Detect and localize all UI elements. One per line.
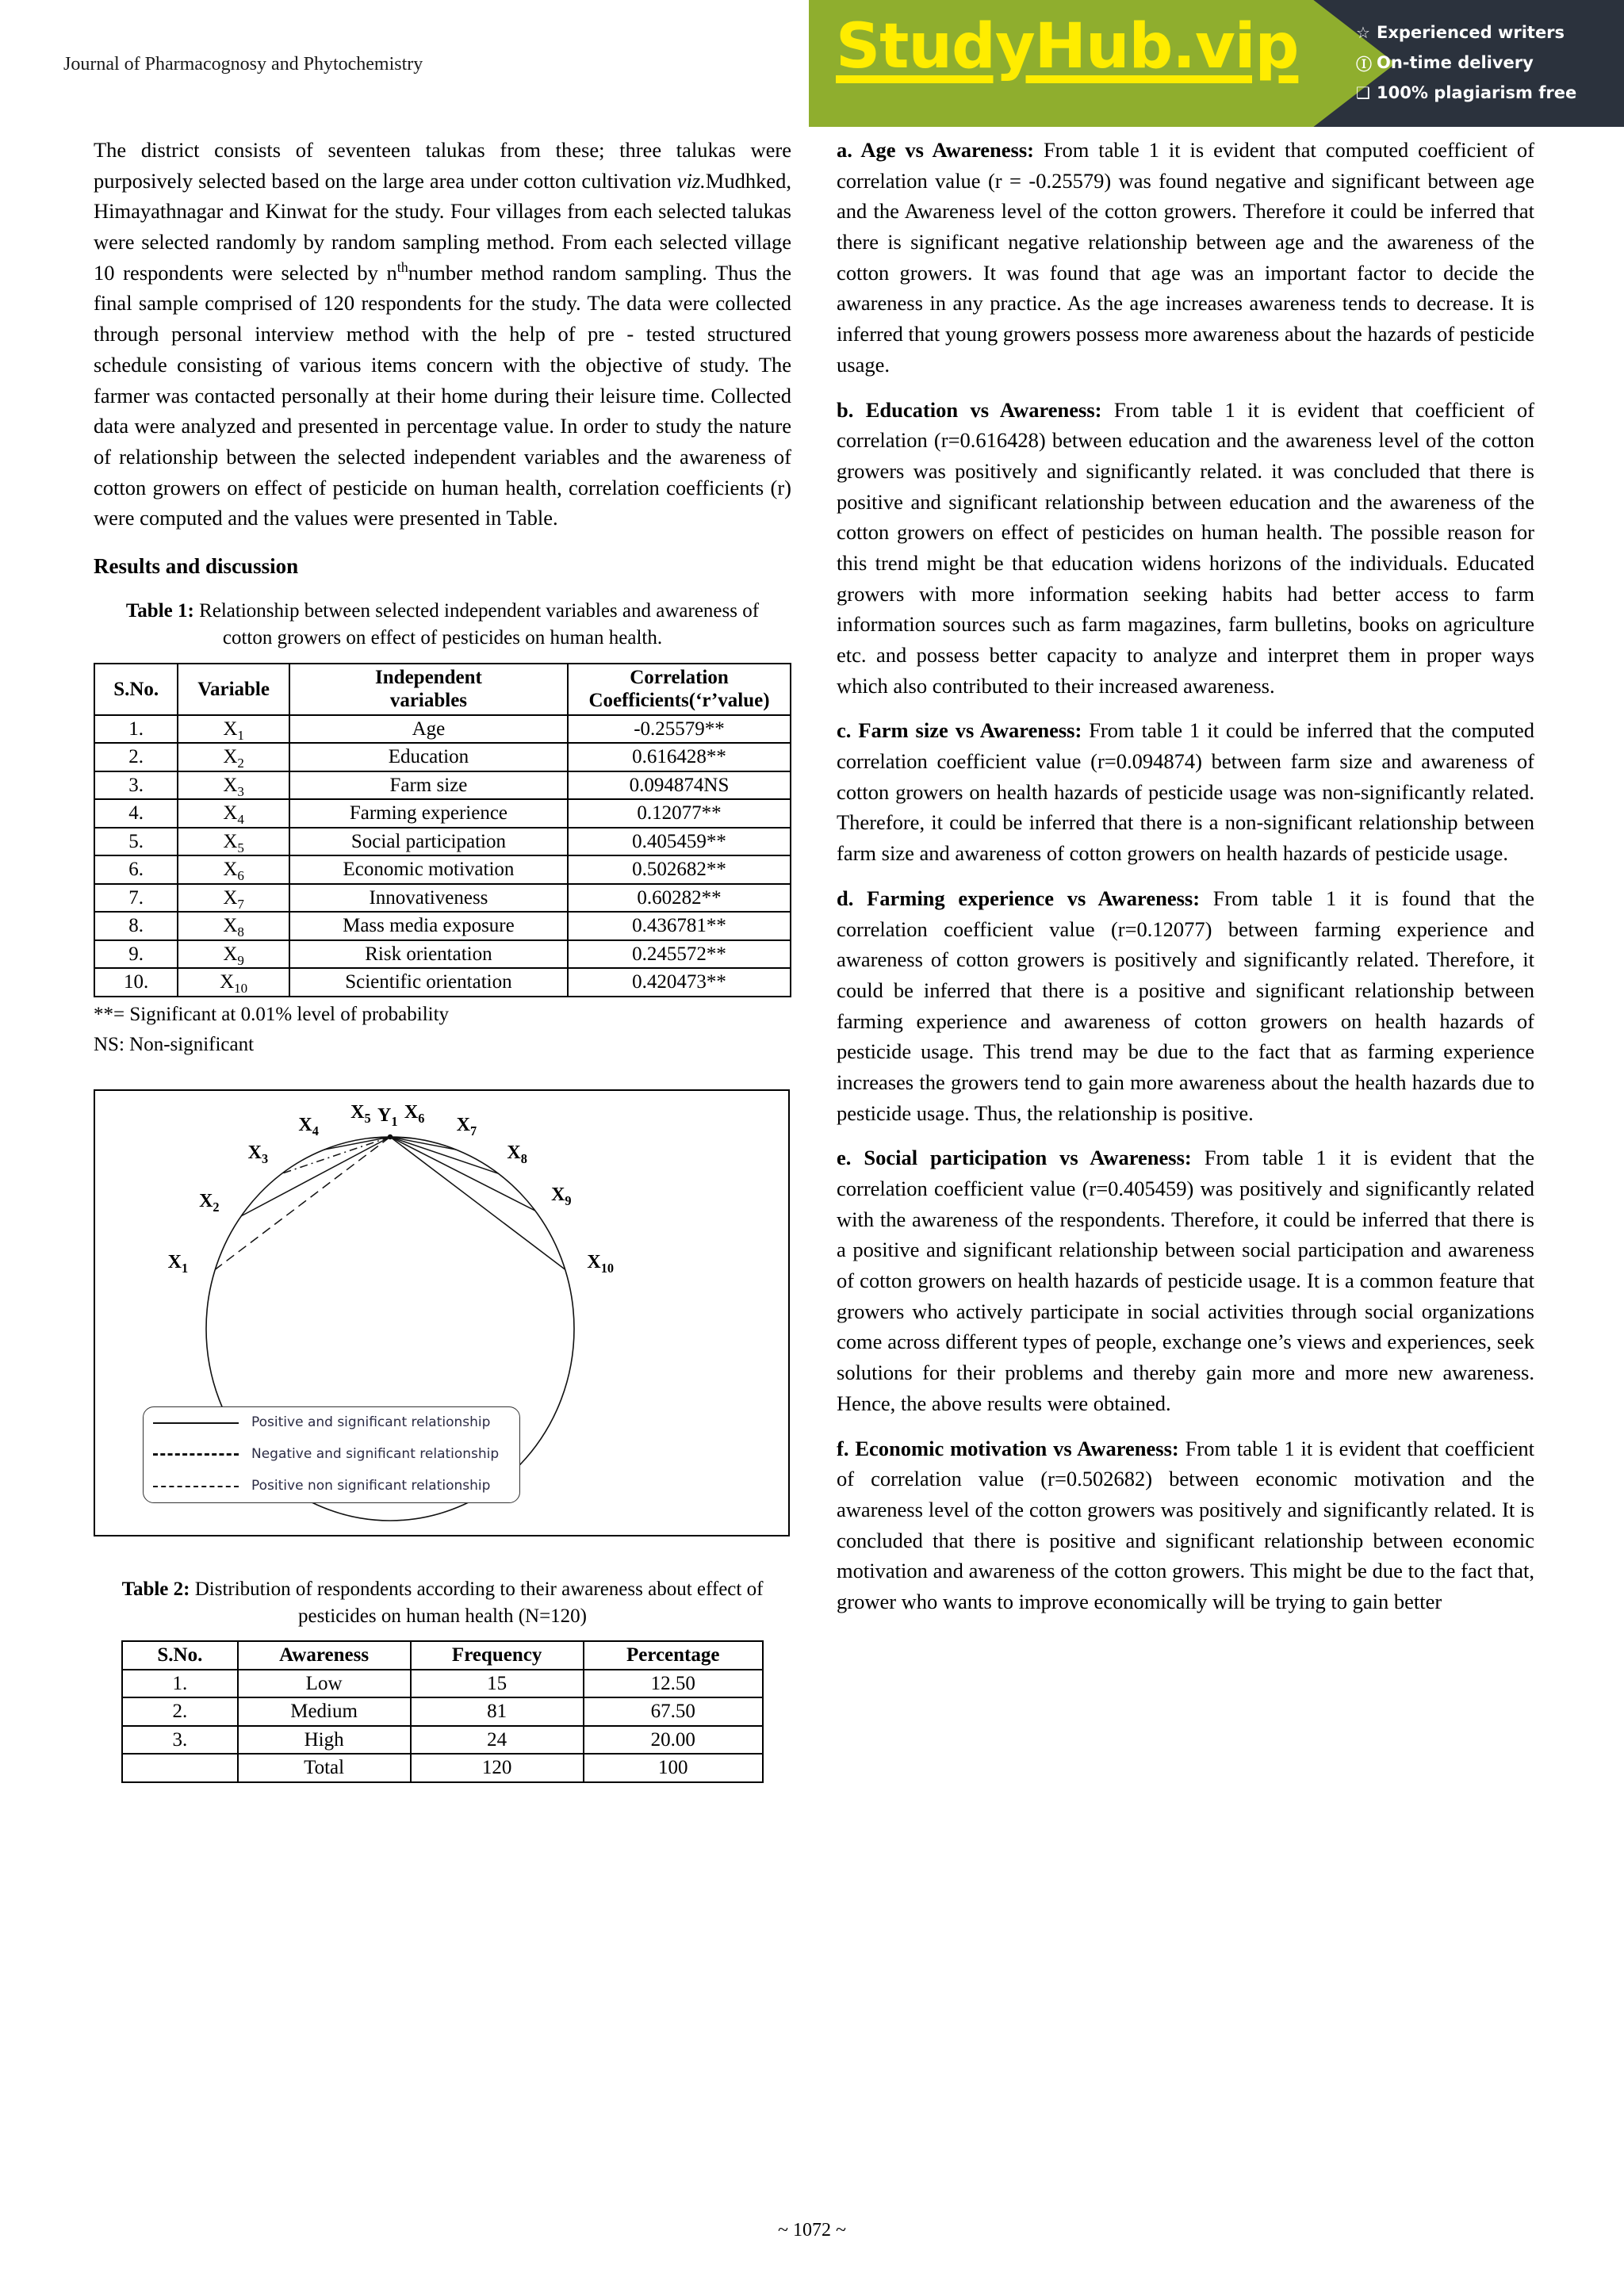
discussion-lead: a. Age vs Awareness: xyxy=(837,138,1035,162)
table-row xyxy=(94,771,791,800)
discussion-lead: f. Economic motivation vs Awareness: xyxy=(837,1436,1179,1460)
legend-key-solid-line-icon xyxy=(153,1422,239,1424)
banner-bullet-list xyxy=(1356,17,1618,108)
table2-col-percentage: Percentage xyxy=(584,1641,763,1670)
table1-cell-r: 0.094874NS xyxy=(568,771,791,800)
discussion-body: From table 1 it is evident that the correlation coefficient value (r=0.405459) was positively and significantly related with the awareness of the respondents. Therefore, it could be inferred that there is a positive and significant relationship between social participation and awareness of cotton growers on health hazards of pesticide usage. It is a common feature that growers who actively participate in social activities through social organizations come across different types of people, exchange one’s views and experiences, seek solutions for their problems and thereby gain more and more new awareness. Hence, the above results were obtained. xyxy=(837,1146,1534,1415)
star-icon: ☆ xyxy=(1356,23,1370,42)
table1-cell-variable: $X_{10}$ xyxy=(178,968,289,997)
legend-label: Positive non significant relationship xyxy=(251,1478,491,1494)
table-row xyxy=(122,1670,763,1698)
table1-note-nonsignificant: NS: Non-significant xyxy=(94,1033,255,1055)
table1-cell-sno: 4. xyxy=(94,799,178,828)
discussion-lead: b. Education vs Awareness: xyxy=(837,397,1102,422)
table1-cell-name: Farming experience xyxy=(289,799,568,828)
table1-col-sno: S.No. xyxy=(94,664,178,715)
left-text-column xyxy=(94,135,791,1783)
table1-cell-variable: $X_5$ xyxy=(178,828,289,856)
table-row xyxy=(94,884,791,913)
banner-bullet-item xyxy=(1356,17,1618,48)
diagram-connector-dashed xyxy=(215,1137,390,1269)
methods-text-part2: Mudhked, Himayathnagar and Kinwat for the study. Four villages from each selected talukas were selected randomly by random sampling method. From each selected village 10 respondents were selected by n xyxy=(94,168,791,285)
table2-cell-percentage: 67.50 xyxy=(584,1697,763,1726)
banner-logo[interactable]: StudyHub.vip xyxy=(836,11,1299,82)
page-number: ~ 1072 ~ xyxy=(778,2220,846,2241)
table1-cell-name: Mass media exposure xyxy=(289,912,568,940)
table1-cell-sno: 6. xyxy=(94,855,178,884)
table1-cell-name: Innovativeness xyxy=(289,884,568,913)
table2-caption-text: Distribution of respondents according to their awareness about effect of pesticides on human health (N=120) xyxy=(190,1578,764,1627)
table-row xyxy=(94,912,791,940)
table1-cell-sno: 3. xyxy=(94,771,178,800)
table1-cell-r: 0.245572** xyxy=(568,940,791,969)
table1-cell-variable: $X_2$ xyxy=(178,743,289,771)
table2-cell-frequency: 15 xyxy=(411,1670,584,1698)
table2-cell-percentage: 12.50 xyxy=(584,1670,763,1698)
discussion-lead: c. Farm size vs Awareness: xyxy=(837,718,1082,743)
table1-caption-text: Relationship between selected independent variables and awareness of cotton growers on effect of pesticides on human health. xyxy=(193,600,760,649)
table2-cell-awareness: Total xyxy=(238,1754,411,1782)
diagram-connector-solid xyxy=(324,1137,390,1150)
table1-cell-r: -0.25579** xyxy=(568,715,791,744)
table1-cell-variable: $X_7$ xyxy=(178,884,289,913)
relationship-diagram xyxy=(94,1089,790,1536)
table-row xyxy=(94,799,791,828)
table-row xyxy=(94,715,791,744)
diagram-node-label: $X_5$ xyxy=(350,1101,371,1126)
table2-caption-label: Table 2: xyxy=(121,1578,190,1600)
table1-cell-name: Risk orientation xyxy=(289,940,568,969)
methods-viz: viz. xyxy=(676,168,706,193)
table1-note-significant: **= Significant at 0.01% level of probability xyxy=(94,1003,450,1025)
diagram-node-label: $X_7$ xyxy=(456,1115,477,1138)
discussion-paragraph xyxy=(837,883,1534,1129)
table-row xyxy=(94,743,791,771)
discussion-lead: d. Farming experience vs Awareness: xyxy=(837,886,1201,910)
table2-cell-awareness: Medium xyxy=(238,1697,411,1726)
table2-cell-frequency: 81 xyxy=(411,1697,584,1726)
table2-cell-awareness: High xyxy=(238,1726,411,1755)
diagram-node-label: $X_9$ xyxy=(551,1184,572,1208)
banner-bullet-item xyxy=(1356,78,1618,108)
table1-cell-variable: $X_4$ xyxy=(178,799,289,828)
table1-cell-r: 0.616428** xyxy=(568,743,791,771)
table1-header-row xyxy=(94,664,791,715)
diagram-node-label: $X_{10}$ xyxy=(587,1251,615,1276)
table2-cell-frequency: 120 xyxy=(411,1754,584,1782)
legend-label: Positive and significant relationship xyxy=(251,1414,491,1431)
diagram-node-label: $X_4$ xyxy=(298,1115,319,1138)
diagram-connector-solid xyxy=(390,1137,565,1269)
table1-col3-line1: Independent xyxy=(375,666,482,688)
banner-bullet-label: On-time delivery xyxy=(1377,53,1534,72)
table1-cell-sno: 8. xyxy=(94,912,178,940)
legend-label: Negative and significant relationship xyxy=(251,1446,500,1463)
discussion-body: From table 1 it is evident that coefficient of correlation value (r=0.502682) between economic motivation and the awareness level of the cotton growers was positively and significantly related. It is concluded that there is positive and significant relationship between economic motivation and awareness of the cotton growers. This might be due to the fact that, grower who wants to improve economically will be trying to gain better xyxy=(837,1436,1534,1613)
table1-cell-sno: 2. xyxy=(94,743,178,771)
banner-bullet-label: Experienced writers xyxy=(1377,23,1565,42)
table2-cell-awareness: Low xyxy=(238,1670,411,1698)
table1-cell-sno: 5. xyxy=(94,828,178,856)
table1-caption xyxy=(94,598,791,652)
discussion-body: From table 1 it is evident that coefficient of correlation (r=0.616428) between education and the awareness level of the cotton growers was positively and significantly related. it was concluded that there is positive and significant relationship between education and the awareness of the cotton growers on effect of pesticides on human health. The possible reason for this trend might be that education widens horizons of the individuals. Educated growers with more information seeking habits had better access to farm information sources such as farm magazines, farm bulletins, books on agriculture etc. and possess better capacity to analyze and interpret them in proper ways which also contributed to their increased awareness. xyxy=(837,397,1534,698)
table1-cell-sno: 1. xyxy=(94,715,178,744)
table1-cell-variable: $X_6$ xyxy=(178,855,289,884)
discussion-paragraph xyxy=(837,135,1534,381)
table1-cell-r: 0.405459** xyxy=(568,828,791,856)
table-row xyxy=(122,1726,763,1755)
table1-cell-name: Scientific orientation xyxy=(289,968,568,997)
table1-col-correlation xyxy=(568,664,791,715)
table2-col-frequency: Frequency xyxy=(411,1641,584,1670)
diagram-center-label: $Y_1$ xyxy=(377,1104,398,1129)
document-check-icon: ❑ xyxy=(1356,83,1370,102)
table1-cell-variable: $X_8$ xyxy=(178,912,289,940)
table-row xyxy=(94,940,791,969)
page-footer xyxy=(0,2220,1624,2241)
table2-cell-percentage: 100 xyxy=(584,1754,763,1782)
table1-caption-label: Table 1: xyxy=(125,600,194,622)
methods-paragraph xyxy=(94,135,791,534)
legend-row xyxy=(144,1471,519,1502)
table1-cell-name: Age xyxy=(289,715,568,744)
journal-title: Journal of Pharmacognosy and Phytochemistry xyxy=(63,54,423,75)
table1-cell-r: 0.12077** xyxy=(568,799,791,828)
legend-key-dashdot-line-icon xyxy=(153,1486,239,1487)
table1-cell-name: Education xyxy=(289,743,568,771)
table2-cell-sno: 1. xyxy=(122,1670,237,1698)
table2-header-row xyxy=(122,1641,763,1670)
clock-icon: Ⓘ xyxy=(1356,54,1372,74)
diagram-legend xyxy=(143,1406,520,1503)
table1-cell-sno: 10. xyxy=(94,968,178,997)
table1-cell-r: 0.60282** xyxy=(568,884,791,913)
diagram-node-label: $X_3$ xyxy=(247,1142,269,1166)
table2-cell-sno: 2. xyxy=(122,1697,237,1726)
table1-cell-variable: $X_1$ xyxy=(178,715,289,744)
table-row xyxy=(122,1697,763,1726)
table1-cell-sno: 7. xyxy=(94,884,178,913)
discussion-paragraph xyxy=(837,1142,1534,1418)
table1-col-independent-variables xyxy=(289,664,568,715)
table1-cell-name: Social participation xyxy=(289,828,568,856)
diagram-node-label: $X_8$ xyxy=(507,1142,527,1166)
diagram-node-label: $X_6$ xyxy=(404,1101,425,1126)
table1-col3-line2: variables xyxy=(389,690,468,712)
diagram-connector-dashdot xyxy=(282,1137,390,1173)
table2 xyxy=(121,1640,764,1783)
table1-cell-name: Farm size xyxy=(289,771,568,800)
discussion-body: From table 1 it is evident that computed coefficient of correlation value (r = -0.25579) was found negative and significant between age and the Awareness level of the cotton growers. Therefore it could be inferred that there is significant negative relationship between age and the awareness of the cotton growers. It was found that age was an important factor to decide the awareness in any practice. As the age increases awareness tends to decrease. It is inferred that young growers possess more awareness about the hazards of pesticide usage. xyxy=(837,138,1534,377)
table-row xyxy=(94,855,791,884)
table-row xyxy=(94,968,791,997)
studyhub-ad-banner[interactable] xyxy=(809,0,1624,127)
diagram-node-label: $X_1$ xyxy=(167,1251,189,1276)
right-text-column xyxy=(837,135,1534,1632)
table2-caption xyxy=(94,1576,791,1630)
diagram-connector-solid xyxy=(390,1137,498,1173)
discussion-paragraph xyxy=(837,395,1534,702)
table1-cell-variable: $X_9$ xyxy=(178,940,289,969)
table-row xyxy=(94,828,791,856)
results-section-heading: Results and discussion xyxy=(94,553,299,578)
table1-cell-name: Economic motivation xyxy=(289,855,568,884)
table1-col4-line2: Coefficients(‘r’value) xyxy=(588,690,770,712)
methods-superscript-th: th xyxy=(396,258,408,275)
discussion-paragraph xyxy=(837,715,1534,868)
methods-text-part3: number method random sampling. Thus the final sample comprised of 120 respondents for the study. The data were collected through personal interview method with the help of pre - tested structured schedule consisting of various items concern with the objective of study. The farmer was contacted personally at their home during their leisure time. Collected data were analyzed and presented in percentage value. In order to study the nature of relationship between the selected independent variables and the awareness of cotton growers on effect of pesticide on human health, correlation coefficients (r) were computed and the values were presented in Table. xyxy=(94,260,791,530)
table1-cell-sno: 9. xyxy=(94,940,178,969)
table-row xyxy=(122,1754,763,1782)
legend-row xyxy=(144,1439,519,1471)
table1-cell-r: 0.436781** xyxy=(568,912,791,940)
table1-cell-r: 0.420473** xyxy=(568,968,791,997)
discussion-lead: e. Social participation vs Awareness: xyxy=(837,1146,1192,1170)
discussion-body: From table 1 it is found that the correlation coefficient value (r=0.12077) between farming experience and awareness of cotton growers is positively and significantly related. Therefore, it could be inferred that there is a positive and significant relationship between farming experience and awareness of cotton growers on health hazards of pesticide usage. This trend may be due to the fact that as farming experience increases the growers tend to gain more awareness about the health hazards due to pesticide usage. Thus, the relationship is positive. xyxy=(837,886,1534,1125)
legend-row xyxy=(144,1407,519,1439)
table2-cell-frequency: 24 xyxy=(411,1726,584,1755)
table1-cell-r: 0.502682** xyxy=(568,855,791,884)
legend-key-dashed-line-icon xyxy=(153,1453,239,1456)
table1-cell-variable: $X_3$ xyxy=(178,771,289,800)
banner-bullet-label: 100% plagiarism free xyxy=(1377,83,1577,102)
table2-col-sno: S.No. xyxy=(122,1641,237,1670)
table2-cell-percentage: 20.00 xyxy=(584,1726,763,1755)
banner-bullet-item xyxy=(1356,48,1618,78)
discussion-body: From table 1 it could be inferred that the computed correlation coefficient value (r=0.094874) between farm size and awareness of cotton growers on health hazards of pesticide usage was non-significantly related. Therefore, it could be inferred that there is a non-significant relationship between farm size and awareness of cotton growers on health hazards of pesticide usage. xyxy=(837,718,1534,866)
discussion-paragraph xyxy=(837,1433,1534,1617)
table2-cell-sno xyxy=(122,1754,237,1782)
diagram-node-label: $X_2$ xyxy=(199,1190,220,1215)
table1-col4-line1: Correlation xyxy=(630,666,729,688)
table2-cell-sno: 3. xyxy=(122,1726,237,1755)
table1 xyxy=(94,663,791,997)
table2-col-awareness: Awareness xyxy=(238,1641,411,1670)
table1-col-variable: Variable xyxy=(178,664,289,715)
methods-text-part1: The district consists of seventeen talukas from these; three talukas were purposively selected based on the large area under cotton cultivation xyxy=(94,138,791,193)
